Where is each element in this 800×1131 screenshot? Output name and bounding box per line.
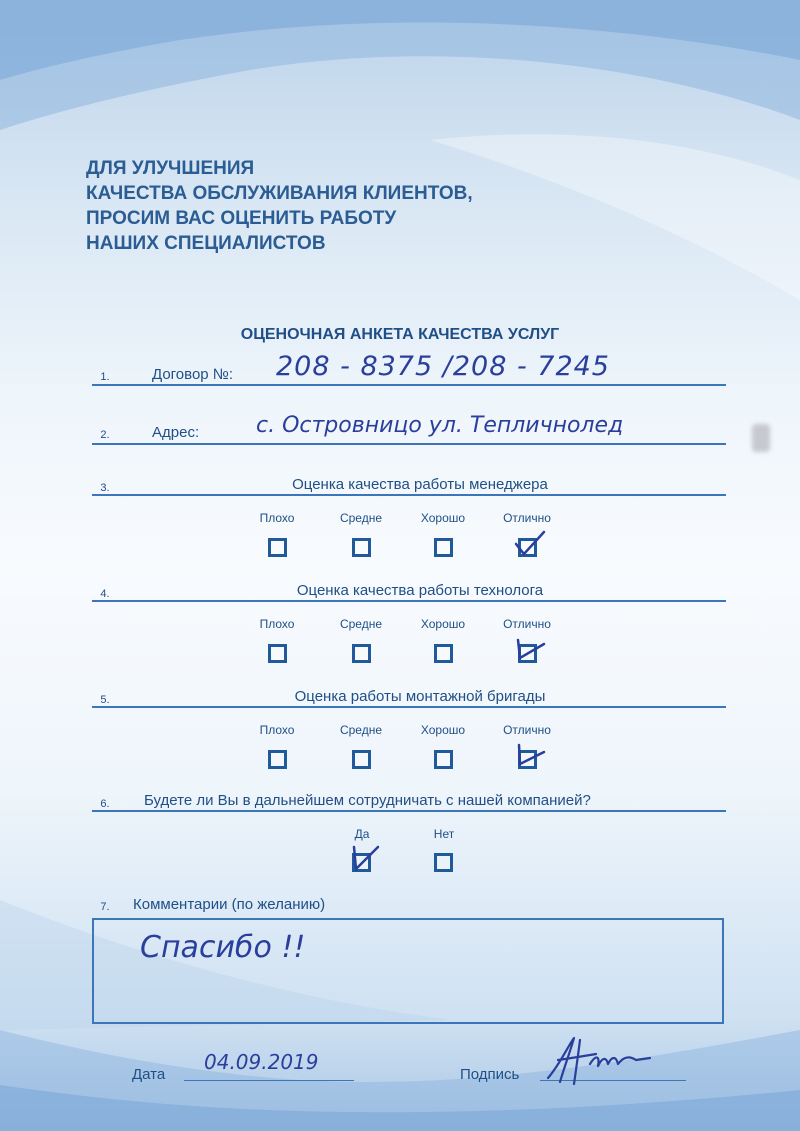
q4-checkbox-average[interactable] <box>352 644 371 663</box>
signature-label: Подпись <box>460 1066 520 1083</box>
q5-checkbox-poor[interactable] <box>268 750 287 769</box>
q3-option-good: Хорошо <box>420 511 466 525</box>
q4-underline <box>92 600 726 602</box>
q5-number: 5. <box>100 694 110 706</box>
q6-checkmark-icon <box>344 843 384 873</box>
contract-label: Договор №: <box>152 366 234 383</box>
q2-underline <box>92 443 726 445</box>
q5-checkbox-good[interactable] <box>434 750 453 769</box>
page-header <box>86 156 473 256</box>
q3-checkmark-icon <box>510 528 550 558</box>
header-line-2: КАЧЕСТВА ОБСЛУЖИВАНИЯ КЛИЕНТОВ, <box>86 183 473 204</box>
q4-checkbox-good[interactable] <box>434 644 453 663</box>
q4-checkbox-poor[interactable] <box>268 644 287 663</box>
date-label: Дата <box>132 1066 166 1083</box>
q3-number: 3. <box>100 482 110 494</box>
date-underline <box>184 1080 354 1081</box>
q3-option-poor: Плохо <box>259 511 295 525</box>
q6-underline <box>92 810 726 812</box>
q4-label: Оценка качества работы технолога <box>296 582 544 599</box>
q4-option-good: Хорошо <box>420 617 466 631</box>
q6-number: 6. <box>100 798 110 810</box>
q4-option-poor: Плохо <box>259 617 295 631</box>
q6-option-no: Нет <box>433 827 455 841</box>
address-handwritten[interactable]: с. Островницо ул. Тепличнолед <box>256 413 624 438</box>
q4-option-excellent: Отлично <box>503 617 551 631</box>
header-line-4: НАШИХ СПЕЦИАЛИСТОВ <box>86 233 326 254</box>
q5-option-good: Хорошо <box>420 723 466 737</box>
header-line-3: ПРОСИМ ВАС ОЦЕНИТЬ РАБОТУ <box>86 208 397 229</box>
form-title: ОЦЕНОЧНАЯ АНКЕТА КАЧЕСТВА УСЛУГ <box>240 326 560 343</box>
contract-number-handwritten[interactable]: 208 - 8375 /208 - 7245 <box>276 351 610 382</box>
q3-checkbox-good[interactable] <box>434 538 453 557</box>
q1-underline <box>92 384 726 386</box>
q3-checkbox-poor[interactable] <box>268 538 287 557</box>
q3-option-average: Средне <box>339 511 383 525</box>
address-label: Адрес: <box>152 424 200 441</box>
q4-number: 4. <box>100 588 110 600</box>
q5-checkmark-icon <box>510 740 550 770</box>
q5-option-poor: Плохо <box>259 723 295 737</box>
q7-label: Комментарии (по желанию) <box>133 896 326 913</box>
q5-label: Оценка работы монтажной бригады <box>294 688 546 705</box>
q5-underline <box>92 706 726 708</box>
comment-handwritten: Спасибо !! <box>140 930 306 965</box>
q3-option-excellent: Отлично <box>503 511 551 525</box>
header-line-1: ДЛЯ УЛУЧШЕНИЯ <box>86 158 255 179</box>
q4-option-average: Средне <box>339 617 383 631</box>
q5-option-average: Средне <box>339 723 383 737</box>
date-handwritten[interactable]: 04.09.2019 <box>204 1050 319 1074</box>
q7-number: 7. <box>100 901 110 913</box>
q5-checkbox-average[interactable] <box>352 750 371 769</box>
q5-option-excellent: Отлично <box>503 723 551 737</box>
redacted-mark <box>752 424 770 452</box>
q6-label: Будете ли Вы в дальнейшем сотрудничать с нашей компанией? <box>144 792 591 809</box>
q3-label: Оценка качества работы менеджера <box>292 476 548 493</box>
q3-underline <box>92 494 726 496</box>
q3-checkbox-average[interactable] <box>352 538 371 557</box>
signature-mark[interactable] <box>540 1034 670 1089</box>
q4-checkmark-icon <box>510 634 550 664</box>
q1-number: 1. <box>100 371 110 383</box>
q6-checkbox-no[interactable] <box>434 853 453 872</box>
q6-option-yes: Да <box>354 827 370 841</box>
q2-number: 2. <box>100 429 110 441</box>
